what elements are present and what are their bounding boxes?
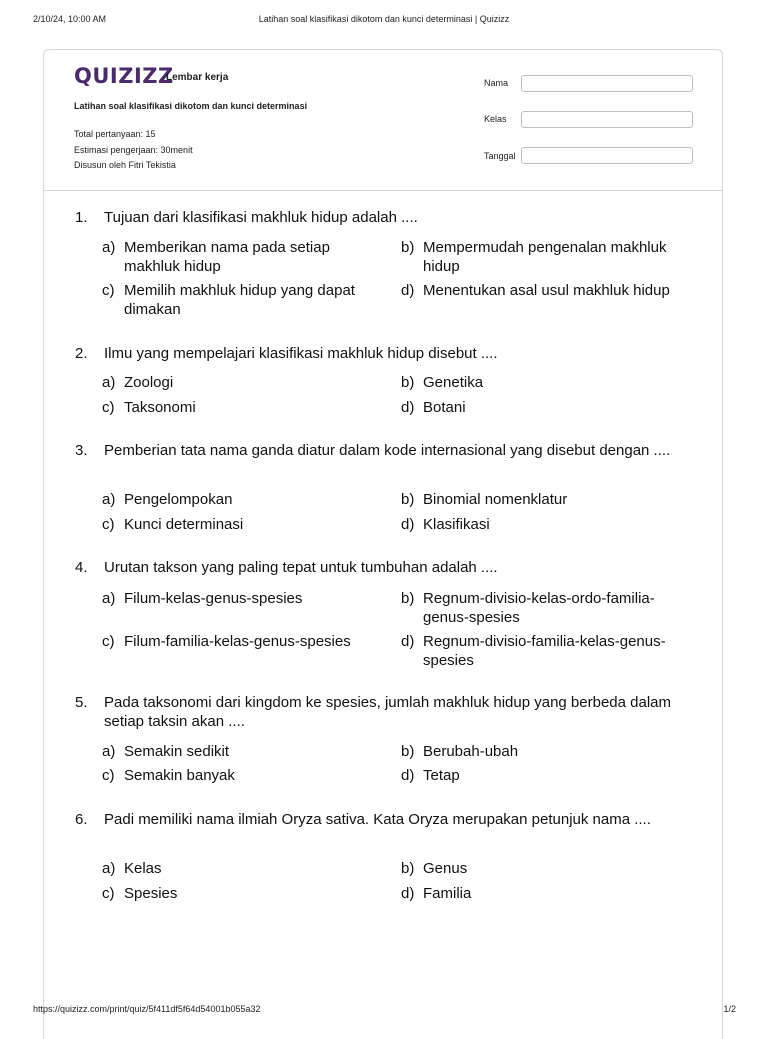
- option-letter: c): [102, 885, 115, 902]
- question-stem: Urutan takson yang paling tepat untuk tumbuhan adalah ....: [104, 559, 498, 576]
- question-number: 1.: [75, 209, 88, 226]
- question-number: 4.: [75, 559, 88, 576]
- option-text: Pengelompokan: [124, 491, 233, 508]
- name-label: Nama: [484, 78, 509, 88]
- total-questions: Total pertanyaan: 15: [74, 129, 156, 139]
- time-estimate: Estimasi pengerjaan: 30menit: [74, 145, 193, 155]
- option-text: Familia: [423, 885, 472, 902]
- question-stem: Pada taksonomi dari kingdom ke spesies, jumlah makhluk hidup yang berbeda dalam setiap taksin akan ....: [104, 694, 671, 730]
- option-letter: b): [401, 491, 415, 508]
- option-text: Genus: [423, 860, 468, 877]
- option-letter: a): [102, 860, 116, 877]
- option-letter: b): [401, 374, 415, 391]
- print-footer: [0, 1000, 768, 1024]
- worksheet-header: [44, 50, 722, 191]
- option-text: Mempermudah pengenalan makhluk hidup: [423, 239, 667, 275]
- option-text: Taksonomi: [124, 399, 196, 416]
- option-letter: a): [102, 374, 116, 391]
- option-text: Spesies: [124, 885, 178, 902]
- class-label: Kelas: [484, 114, 507, 124]
- option-text: Filum-kelas-genus-spesies: [124, 590, 303, 607]
- option-letter: a): [102, 239, 116, 256]
- option-text: Berubah-ubah: [423, 743, 519, 760]
- quiz-title: Latihan soal klasifikasi dikotom dan kunci determinasi: [74, 101, 308, 111]
- option-letter: d): [401, 633, 415, 650]
- option-text: Kelas: [124, 860, 162, 877]
- quizizz-logo: QUIZIZZ: [74, 64, 174, 88]
- option-letter: d): [401, 282, 415, 299]
- page-number: 1/2: [723, 1004, 736, 1014]
- option-letter: d): [401, 885, 415, 902]
- author: Disusun oleh Fitri Tekistia: [74, 160, 176, 170]
- question-stem: Pemberian tata nama ganda diatur dalam kode internasional yang disebut dengan ....: [104, 442, 671, 459]
- name-field[interactable]: [521, 75, 693, 92]
- option-letter: b): [401, 860, 415, 877]
- option-letter: c): [102, 516, 115, 533]
- print-date: 2/10/24, 10:00 AM: [33, 14, 107, 24]
- question-number: 5.: [75, 694, 88, 711]
- option-text: Semakin banyak: [124, 767, 235, 784]
- option-letter: a): [102, 590, 116, 607]
- option-text: Regnum-divisio-familia-kelas-genus-spesies: [423, 633, 666, 669]
- option-text: Genetika: [423, 374, 484, 391]
- date-field[interactable]: [521, 147, 693, 164]
- question-number: 6.: [75, 811, 88, 828]
- option-text: Menentukan asal usul makhluk hidup: [423, 282, 670, 299]
- option-text: Klasifikasi: [423, 516, 490, 533]
- worksheet: [43, 49, 723, 1039]
- print-url: https://quizizz.com/print/quiz/5f411df5f64d54001b055a32: [33, 1004, 261, 1014]
- option-letter: c): [102, 767, 115, 784]
- option-text: Botani: [423, 399, 466, 416]
- option-text: Memberikan nama pada setiap makhluk hidup: [124, 239, 330, 275]
- option-letter: c): [102, 282, 115, 299]
- option-letter: d): [401, 516, 415, 533]
- option-letter: d): [401, 399, 415, 416]
- question-number: 2.: [75, 345, 88, 362]
- print-header: [0, 0, 768, 30]
- option-letter: a): [102, 743, 116, 760]
- class-field[interactable]: [521, 111, 693, 128]
- question-stem: Padi memiliki nama ilmiah Oryza sativa. Kata Oryza merupakan petunjuk nama ....: [104, 811, 651, 828]
- question-stem: Ilmu yang mempelajari klasifikasi makhluk hidup disebut ....: [104, 345, 498, 362]
- option-text: Memilih makhluk hidup yang dapat dimakan: [124, 282, 355, 318]
- option-letter: c): [102, 633, 115, 650]
- option-text: Kunci determinasi: [124, 516, 244, 533]
- option-text: Tetap: [423, 767, 460, 784]
- option-letter: b): [401, 590, 415, 607]
- print-title: Latihan soal klasifikasi dikotom dan kunci determinasi | Quizizz: [258, 14, 510, 24]
- option-text: Filum-familia-kelas-genus-spesies: [124, 633, 351, 650]
- option-text: Zoologi: [124, 374, 174, 391]
- sheet-type: Lembar kerja: [166, 72, 229, 83]
- option-letter: c): [102, 399, 115, 416]
- option-text: Regnum-divisio-kelas-ordo-familia-genus-spesies: [423, 590, 655, 626]
- question-number: 3.: [75, 442, 88, 459]
- option-text: Semakin sedikit: [124, 743, 230, 760]
- option-letter: b): [401, 743, 415, 760]
- date-label: Tanggal: [484, 151, 516, 161]
- option-letter: b): [401, 239, 415, 256]
- option-letter: d): [401, 767, 415, 784]
- option-letter: a): [102, 491, 116, 508]
- question-stem: Tujuan dari klasifikasi makhluk hidup adalah ....: [104, 209, 418, 226]
- option-text: Binomial nomenklatur: [423, 491, 568, 508]
